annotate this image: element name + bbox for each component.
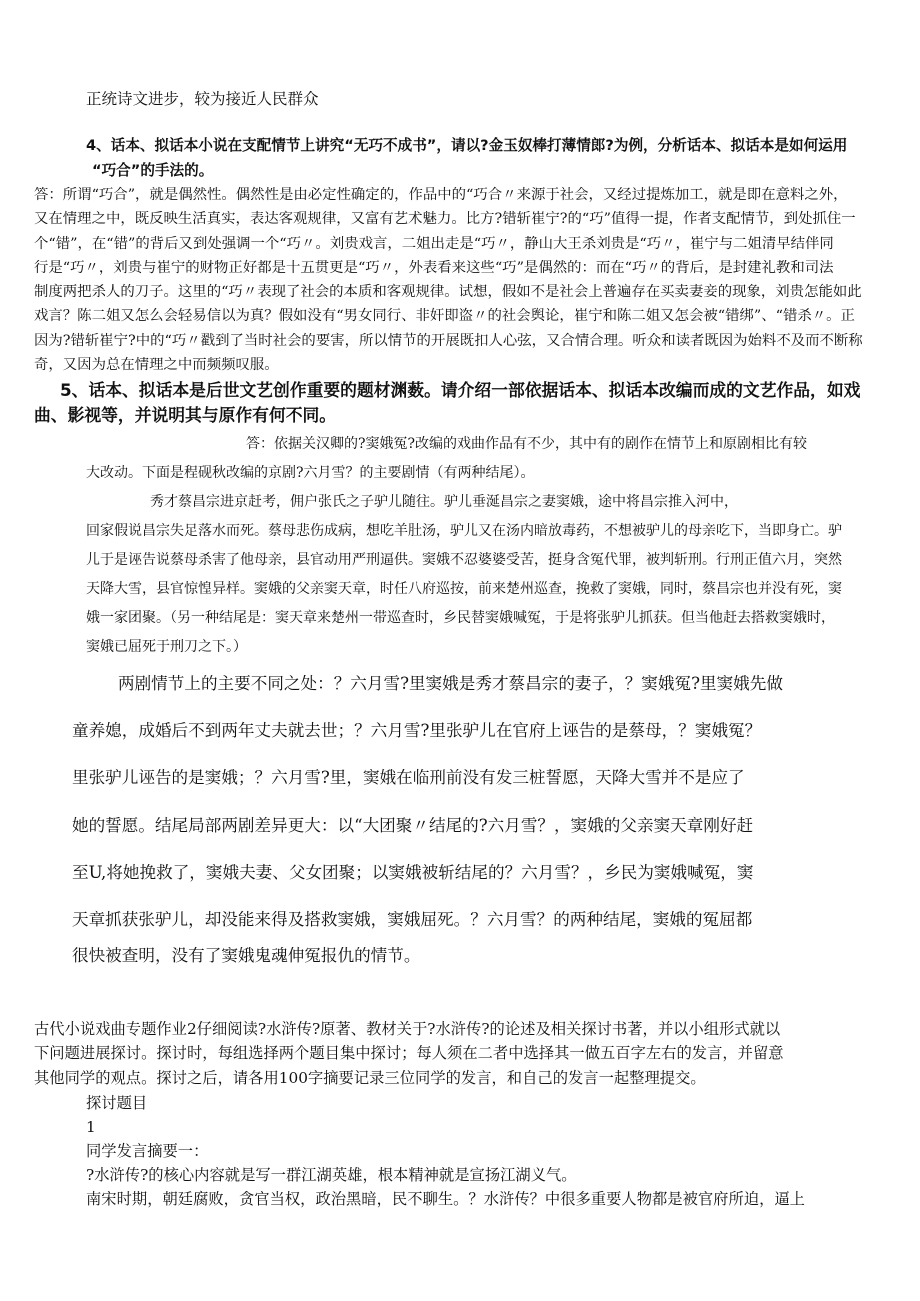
q4-answer-line: 制度两把杀人的刀子。这里的“巧〃表现了社会的本质和客观规律。试想，假如不是社会上普遍存在买卖妻妾的现象，刘贵怎能如此 xyxy=(34,284,862,300)
topic-label: 探讨题目 xyxy=(86,1094,148,1112)
q4-answer-line: 行是“巧〃，刘贵与崔宁的财物正好都是十五贯更是“巧〃，外表看来这些“巧”是偶然的：而在“巧〃的背后，是封建礼教和司法 xyxy=(34,260,834,276)
q4-answer-line: 个“错”，在“错”的背后又到处强调一个“巧〃。刘贵戏言，二姐出走是“巧〃，静山大王杀刘贵是“巧〃，崔宁与二姐清早结伴同 xyxy=(34,236,834,252)
q5-answer-line: 天降大雪，县官惊惶异样。窦娥的父亲窦天章，时任八府巡按，前来楚州巡查，挽救了窦娥，同时，蔡昌宗也并没有死，窦 xyxy=(86,581,842,597)
q4-question-line: “巧合”的手法的。 xyxy=(92,162,214,179)
summary-label: 同学发言摘要一： xyxy=(86,1142,209,1160)
q4-answer-line: 又在情理之中，既反映生活真实，表达客观规律，又富有艺术魅力。比方?错斩崔宁?的“巧”值得一提，作者支配情节，到处抓住一 xyxy=(34,211,856,227)
q5-answer-line: 儿于是诬告说蔡母杀害了他母亲，县官动用严刑逼供。窦娥不忍婆婆受苦，挺身含冤代罪，被判斩刑。行刑正值六月，突然 xyxy=(86,552,842,568)
q5-answer-line: 娥一家团聚。（另一种结尾是：窦天章来楚州一带巡查时，乡民替窦娥喊冤，于是将张驴儿抓获。但当他赶去搭救窦娥时， xyxy=(86,610,835,626)
assignment-intro-line: 下问题进展探讨。探讨时，每组选择两个题目集中探讨；每人须在二者中选择其一做五百字左右的发言，并留意 xyxy=(34,1044,784,1062)
q5-answer-line: 答：依据关汉卿的?窦娥冤?改编的戏曲作品有不少，其中有的剧作在情节上和原剧相比有较 xyxy=(246,436,808,452)
comparison-line: 很快被查明，没有了窦娥鬼魂伸冤报仇的情节。 xyxy=(72,946,421,965)
q5-answer-line: 窦娥已屈死于刑刀之下。） xyxy=(86,639,247,655)
q4-answer-line: 答：所谓“巧合”，就是偶然性。偶然性是由必定性确定的，作品中的“巧合〃来源于社会，又经过提炼加工，就是即在意料之外， xyxy=(34,187,848,203)
topic-number: 1 xyxy=(86,1118,96,1136)
assignment-intro-line: 其他同学的观点。探讨之后，请各用100字摘要记录三位同学的发言，和自己的发言一起整理提交。 xyxy=(34,1069,706,1087)
q5-answer-line: 大改动。下面是程砚秋改编的京剧?六月雪？的主要剧情（有两种结尾）。 xyxy=(86,465,535,481)
summary-line: 南宋时期，朝廷腐败，贪官当权，政治黑暗，民不聊生。？水浒传？中很多重要人物都是被官府所迫，逼上 xyxy=(86,1190,805,1208)
q4-answer-line: 戏言？陈二姐又怎么会轻易信以为真？假如没有“男女同行、非奸即盗〃的社会舆论，崔宁和陈二姐又怎会被“错绑”、“错杀〃。正 xyxy=(34,308,855,324)
comparison-line: 天章抓获张驴儿，却没能来得及搭救窦娥，窦娥屈死。？六月雪？的两种结尾，窦娥的冤屈都 xyxy=(72,910,753,929)
q4-answer-line: 奇，又因为总在情理之中而频频叹服。 xyxy=(34,357,279,373)
summary-line: ?水浒传?的核心内容就是写一群江湖英雄，根本精神就是宣扬江湖义气。 xyxy=(86,1166,577,1184)
comparison-line: 童养媳，成婚后不到两年丈夫就去世；？六月雪?里张驴儿在官府上诬告的是蔡母，？窦娥冤？ xyxy=(72,721,762,740)
comparison-line: 至U,将她挽救了，窦娥夫妻、父女团聚；以窦娥被斩结尾的？六月雪？，乡民为窦娥喊冤，窦 xyxy=(72,863,754,882)
intro-line: 正统诗文进步，较为接近人民群众 xyxy=(86,90,319,108)
comparison-line: 两剧情节上的主要不同之处：？六月雪?里窦娥是秀才蔡昌宗的妻子，？窦娥冤?里窦娥先做 xyxy=(118,674,783,693)
assignment-intro-line: 古代小说戏曲专题作业2仔细阅读?水浒传?原著、教材关于?水浒传?的论述及相关探讨书著，并以小组形式就以 xyxy=(34,1020,781,1038)
q4-answer-line: 因为?错斩崔宁?中的“巧〃戳到了当时社会的要害，所以情节的开展既扣人心弦，又合情合理。听众和读者既因为始料不及而不断称 xyxy=(34,333,863,349)
q5-question-line: 曲、影视等，并说明其与原作有何不同。 xyxy=(34,405,337,425)
q5-answer-line: 秀才蔡昌宗进京赶考，佣户张氏之子驴儿随往。驴儿垂涎昌宗之妻窦娥，途中将昌宗推入河中， xyxy=(150,494,738,510)
comparison-line: 里张驴儿诬告的是窦娥；？六月雪?里，窦娥在临刑前没有发三桩誓愿，天降大雪并不是应了 xyxy=(72,768,745,787)
q4-question-line: 4、话本、拟话本小说在支配情节上讲究“无巧不成书”，请以?金玉奴棒打薄情郎?为例，分析话本、拟话本是如何运用 xyxy=(86,137,848,154)
q5-answer-line: 回家假说昌宗失足落水而死。蔡母悲伤成病，想吃羊肚汤，驴儿又在汤内暗放毒药，不想被驴儿的母亲吃下，当即身亡。驴 xyxy=(86,523,842,539)
comparison-line: 她的誓愿。结尾局部两剧差异更大：以“大团聚〃结尾的?六月雪？，窦娥的父亲窦天章刚好赶 xyxy=(72,816,754,835)
q5-question-line: 5、话本、拟话本是后世文艺创作重要的题材渊薮。请介绍一部依据话本、拟话本改编而成的文艺作品，如戏 xyxy=(60,380,861,400)
